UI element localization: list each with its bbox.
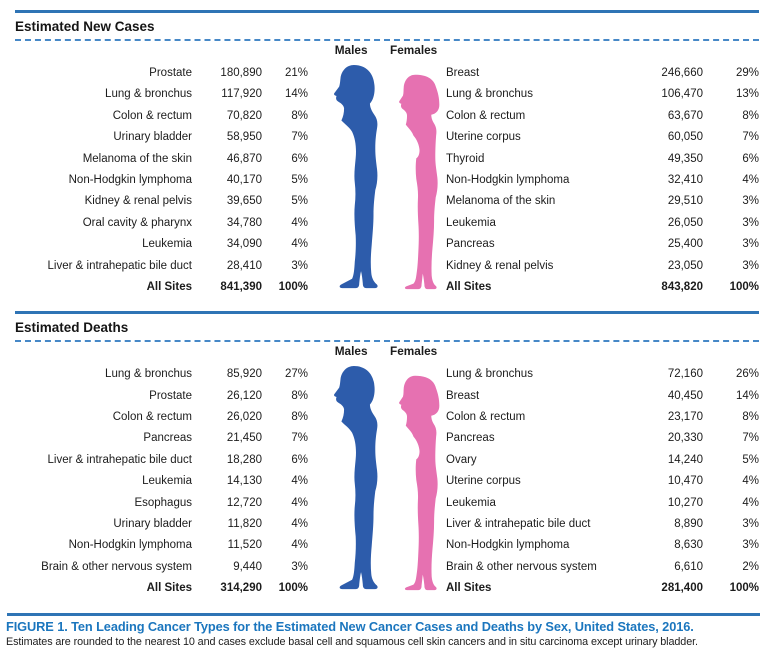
cell-count: 85,920: [226, 368, 262, 381]
cell-site: Non-Hodgkin lymphoma: [446, 173, 570, 186]
cell-count: 26,050: [667, 216, 703, 229]
cell-count: 58,950: [226, 131, 262, 144]
cell-count: 70,820: [226, 109, 262, 122]
table-row: [15, 84, 308, 105]
table-row: [443, 557, 759, 578]
cell-count: 39,650: [226, 195, 262, 208]
cell-site: Breast: [446, 67, 480, 79]
table-row: [443, 84, 759, 105]
cell-count: 281,400: [661, 582, 703, 595]
cell-count: 11,820: [227, 518, 262, 531]
cell-pct: 3%: [742, 238, 759, 251]
cell-site: Kidney & renal pelvis: [446, 259, 554, 272]
cell-pct: 13%: [735, 88, 759, 101]
table-row: [15, 535, 308, 556]
cell-count: 314,290: [220, 582, 262, 595]
table-row: [15, 386, 308, 407]
cell-pct: 100%: [278, 582, 308, 595]
cell-site: Pancreas: [446, 432, 495, 445]
section-title: Estimated Deaths: [15, 320, 129, 336]
cell-site: Liver & intrahepatic bile duct: [446, 518, 591, 531]
cell-count: 72,160: [667, 368, 703, 381]
cell-site: Melanoma of the skin: [82, 152, 192, 165]
cell-count: 28,410: [226, 259, 262, 272]
females-header: Females: [390, 43, 438, 57]
table-row: [15, 213, 308, 234]
panel-deaths: [0, 311, 765, 599]
cell-site: Leukemia: [446, 216, 496, 229]
cell-site: Colon & rectum: [446, 411, 526, 424]
cell-count: 180,890: [220, 67, 262, 79]
panel-body: [15, 43, 759, 298]
females-table: [443, 344, 759, 599]
cell-pct: 8%: [291, 411, 308, 424]
table-row: [443, 428, 759, 449]
cell-pct: 14%: [735, 389, 759, 402]
cell-pct: 4%: [291, 539, 308, 552]
cell-site: Breast: [446, 389, 480, 402]
cell-pct: 7%: [742, 432, 759, 445]
males-header: Males: [334, 43, 368, 57]
cell-site: Esophagus: [134, 496, 192, 509]
figure-caption: [0, 616, 765, 648]
table-row: [15, 493, 308, 514]
cell-pct: 4%: [742, 496, 759, 509]
females-header: Females: [390, 344, 438, 359]
table-row: [15, 514, 308, 535]
cell-site: Uterine corpus: [446, 131, 521, 144]
cell-pct: 4%: [291, 238, 308, 251]
table-row: [15, 106, 308, 127]
cell-count: 40,170: [226, 173, 262, 186]
silhouettes: [308, 364, 443, 596]
females-table: [443, 43, 759, 298]
panel-new-cases: [0, 10, 765, 298]
cell-pct: 100%: [729, 280, 759, 293]
table-total-row: [443, 578, 759, 599]
cell-count: 12,720: [226, 496, 262, 509]
cell-site: Lung & bronchus: [105, 88, 192, 101]
cell-count: 10,470: [667, 475, 703, 488]
cell-count: 10,270: [667, 496, 703, 509]
table-row: [443, 450, 759, 471]
cell-count: 23,170: [667, 411, 703, 424]
cell-site: Lung & bronchus: [446, 88, 533, 101]
cell-count: 11,520: [227, 539, 262, 552]
cell-pct: 6%: [742, 152, 759, 165]
cell-site: Prostate: [149, 67, 192, 79]
table-row: [15, 149, 308, 170]
cell-site: Prostate: [149, 389, 192, 402]
table-row: [443, 514, 759, 535]
figure-caption-title: FIGURE 1. Ten Leading Cancer Types for the Estimated New Cancer Cases and Deaths by Sex, United States, 2016.: [6, 618, 694, 634]
cell-pct: 7%: [742, 131, 759, 144]
cell-count: 26,120: [226, 389, 262, 402]
cell-pct: 29%: [735, 67, 759, 79]
panel-body: [15, 344, 759, 599]
table-row: [443, 493, 759, 514]
cell-count: 29,510: [667, 195, 703, 208]
cell-count: 9,440: [233, 560, 262, 573]
cell-site: Lung & bronchus: [446, 368, 533, 381]
cell-site: Colon & rectum: [112, 411, 192, 424]
cell-count: 20,330: [667, 432, 703, 445]
sex-headers: [308, 43, 443, 63]
cell-count: 34,090: [226, 238, 262, 251]
table-row: [15, 170, 308, 191]
cell-count: 8,890: [674, 518, 703, 531]
cell-site: Pancreas: [446, 238, 495, 251]
cell-count: 14,240: [667, 453, 703, 466]
table-row: [15, 127, 308, 148]
table-row: [15, 471, 308, 492]
cell-pct: 3%: [742, 259, 759, 272]
cell-site: Urinary bladder: [113, 131, 192, 144]
cell-site: Leukemia: [142, 475, 192, 488]
table-row: [443, 471, 759, 492]
cell-site: All Sites: [146, 280, 192, 293]
cell-count: 8,630: [674, 539, 703, 552]
cell-pct: 3%: [742, 195, 759, 208]
cell-pct: 21%: [284, 67, 308, 79]
cell-pct: 8%: [291, 389, 308, 402]
cell-count: 117,920: [221, 88, 262, 101]
sex-headers: [308, 344, 443, 364]
cell-site: Colon & rectum: [112, 109, 192, 122]
cell-count: 63,670: [667, 109, 703, 122]
table-row: [15, 407, 308, 428]
table-row: [443, 535, 759, 556]
cell-count: 25,400: [667, 238, 703, 251]
cell-site: Oral cavity & pharynx: [82, 216, 192, 229]
table-total-row: [443, 277, 759, 298]
silhouette-column: [308, 344, 443, 599]
cell-pct: 7%: [291, 432, 308, 445]
cell-site: Lung & bronchus: [105, 368, 192, 381]
cell-site: Pancreas: [143, 432, 192, 445]
cell-pct: 3%: [742, 539, 759, 552]
cell-count: 49,350: [667, 152, 703, 165]
cell-site: Ovary: [446, 453, 477, 466]
cell-pct: 100%: [729, 582, 759, 595]
cell-count: 843,820: [661, 280, 703, 293]
cell-site: Leukemia: [446, 496, 496, 509]
silhouette-column: [308, 43, 443, 298]
cell-pct: 4%: [291, 475, 308, 488]
cell-site: Brain & other nervous system: [446, 560, 597, 573]
cell-site: Non-Hodgkin lymphoma: [68, 173, 192, 186]
cell-count: 841,390: [220, 280, 262, 293]
male-silhouette-icon: [320, 64, 382, 290]
table-row: [443, 149, 759, 170]
cell-site: Liver & intrahepatic bile duct: [47, 259, 192, 272]
section-title: Estimated New Cases: [15, 19, 155, 34]
table-row: [443, 127, 759, 148]
cell-pct: 8%: [742, 109, 759, 122]
cell-pct: 4%: [291, 496, 308, 509]
cell-site: Colon & rectum: [446, 109, 526, 122]
cell-pct: 4%: [291, 216, 308, 229]
cell-pct: 3%: [742, 518, 759, 531]
cell-pct: 8%: [291, 109, 308, 122]
cell-pct: 27%: [284, 368, 308, 381]
cell-site: Non-Hodgkin lymphoma: [68, 539, 192, 552]
cell-site: Brain & other nervous system: [41, 560, 192, 573]
table-row: [15, 557, 308, 578]
table-row: [15, 364, 308, 385]
section-divider: [15, 10, 759, 13]
table-row: [443, 407, 759, 428]
table-row: [15, 450, 308, 471]
table-row: [443, 386, 759, 407]
table-row: [443, 213, 759, 234]
table-row: [15, 234, 308, 255]
dashed-divider: [15, 340, 759, 342]
section-divider: [15, 311, 759, 314]
cell-pct: 5%: [742, 453, 759, 466]
female-silhouette-icon: [386, 373, 443, 591]
cell-site: Urinary bladder: [113, 518, 192, 531]
cell-pct: 4%: [742, 173, 759, 186]
cell-site: Melanoma of the skin: [446, 195, 556, 208]
cell-pct: 3%: [291, 560, 308, 573]
silhouettes: [308, 63, 443, 295]
table-row: [15, 191, 308, 212]
table-row: [15, 428, 308, 449]
table-row: [443, 170, 759, 191]
cell-count: 60,050: [667, 131, 703, 144]
cell-pct: 5%: [291, 173, 308, 186]
cell-pct: 4%: [742, 475, 759, 488]
cell-pct: 7%: [291, 131, 308, 144]
cell-pct: 2%: [742, 560, 759, 573]
cell-count: 32,410: [667, 173, 703, 186]
cell-pct: 3%: [742, 216, 759, 229]
cell-count: 6,610: [674, 560, 703, 573]
dashed-divider: [15, 39, 759, 41]
males-table: [15, 344, 308, 599]
cell-site: All Sites: [146, 582, 192, 595]
table-total-row: [15, 277, 308, 298]
cell-pct: 14%: [284, 88, 308, 101]
table-row: [443, 234, 759, 255]
figure-caption-note: Estimates are rounded to the nearest 10 and cases exclude basal cell and squamous cell skin cancers and in situ carcinoma except urinary bladder.: [6, 635, 698, 648]
figure: [0, 10, 765, 669]
cell-site: Non-Hodgkin lymphoma: [446, 539, 570, 552]
males-header: Males: [334, 344, 368, 359]
cell-site: Kidney & renal pelvis: [84, 195, 192, 208]
cell-count: 21,450: [226, 432, 262, 445]
cell-site: All Sites: [446, 582, 492, 595]
cell-pct: 6%: [291, 453, 308, 466]
cell-count: 18,280: [226, 453, 262, 466]
cell-pct: 26%: [735, 368, 759, 381]
males-table: [15, 43, 308, 298]
male-silhouette-icon: [320, 365, 382, 591]
cell-site: All Sites: [446, 280, 492, 293]
cell-pct: 3%: [291, 259, 308, 272]
table-row: [443, 256, 759, 277]
cell-count: 14,130: [226, 475, 262, 488]
table-row: [443, 63, 759, 84]
cell-pct: 100%: [278, 280, 308, 293]
cell-pct: 6%: [291, 152, 308, 165]
table-row: [443, 191, 759, 212]
cell-pct: 4%: [291, 518, 308, 531]
table-row: [15, 256, 308, 277]
cell-pct: 8%: [742, 411, 759, 424]
cell-count: 106,470: [661, 88, 703, 101]
cell-pct: 5%: [291, 195, 308, 208]
cell-site: Liver & intrahepatic bile duct: [47, 453, 192, 466]
cell-count: 26,020: [226, 411, 262, 424]
table-row: [15, 63, 308, 84]
cell-site: Thyroid: [446, 152, 485, 165]
female-silhouette-icon: [386, 72, 443, 290]
cell-site: Uterine corpus: [446, 475, 521, 488]
table-total-row: [15, 578, 308, 599]
cell-site: Leukemia: [142, 238, 192, 251]
cell-count: 40,450: [667, 389, 703, 402]
table-row: [443, 106, 759, 127]
cell-count: 246,660: [661, 67, 703, 79]
table-row: [443, 364, 759, 385]
cell-count: 23,050: [667, 259, 703, 272]
cell-count: 46,870: [226, 152, 262, 165]
cell-count: 34,780: [226, 216, 262, 229]
